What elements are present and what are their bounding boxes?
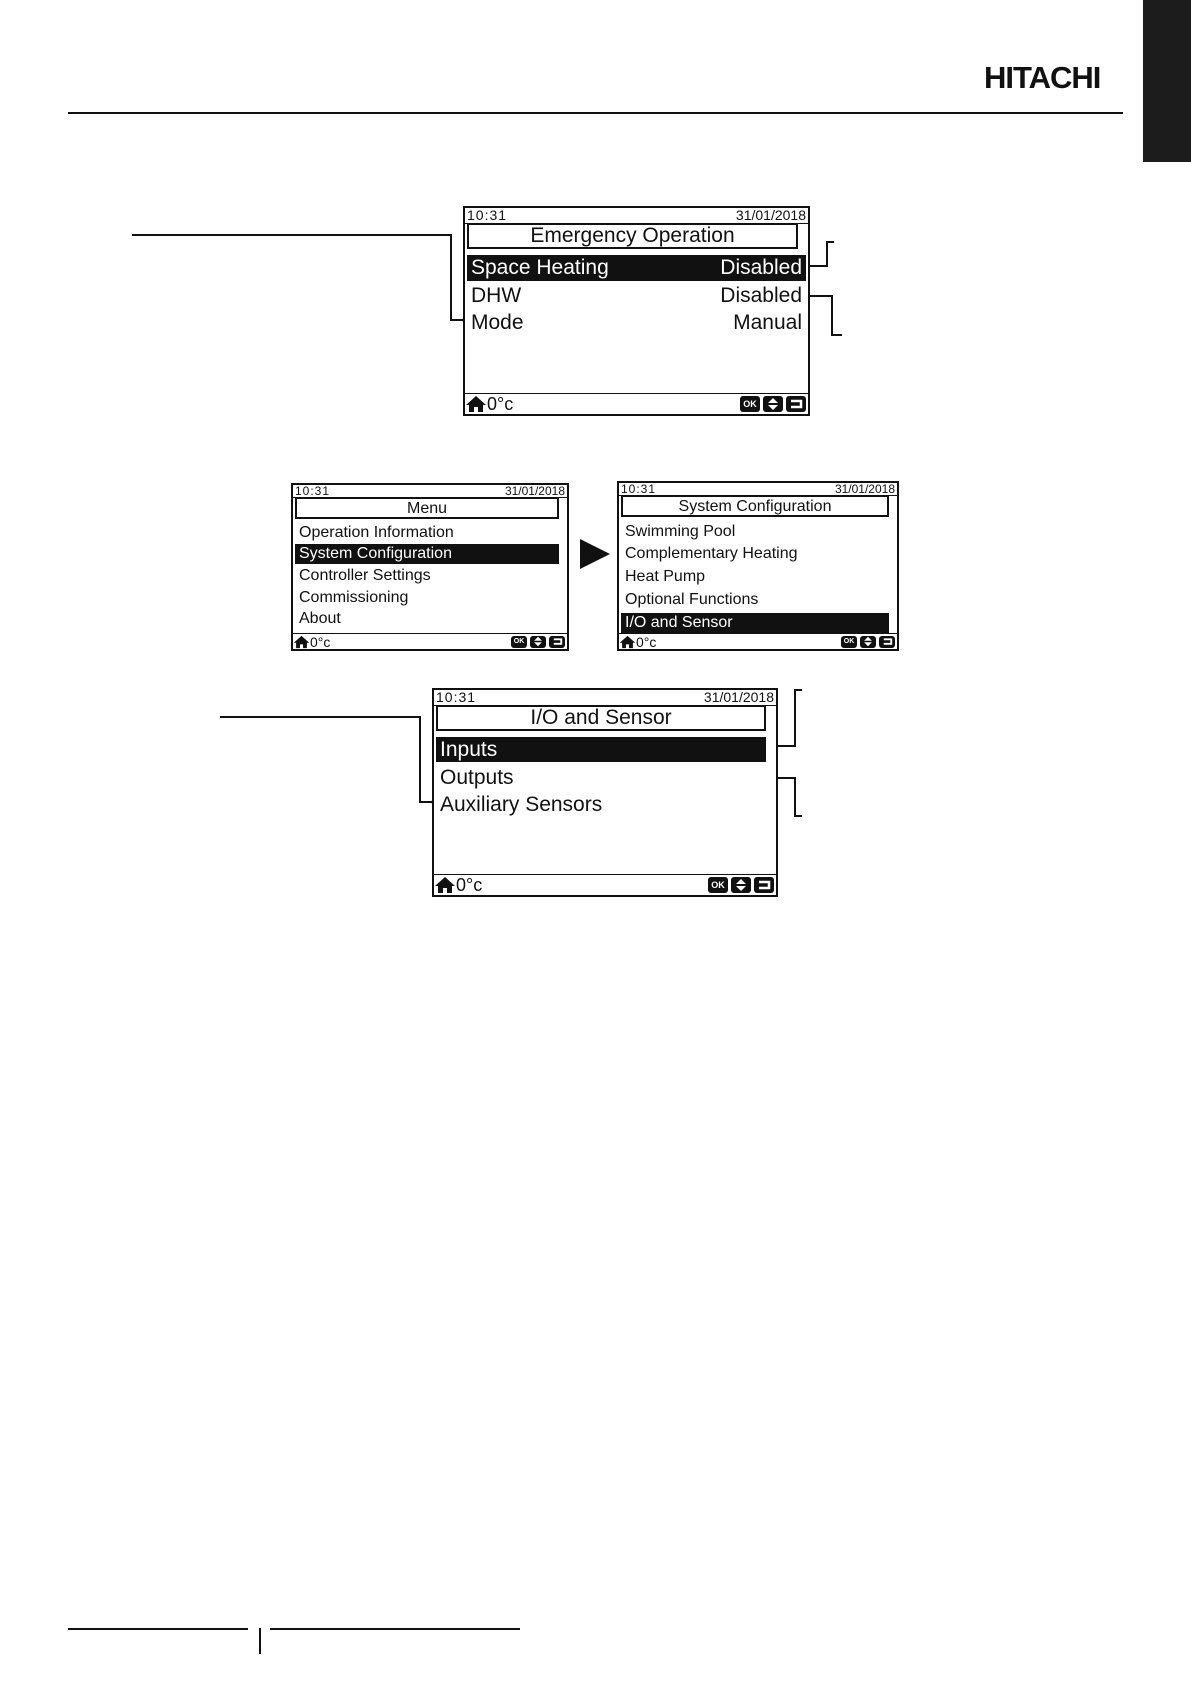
screen-title: Menu	[295, 497, 559, 519]
row-label: Mode	[471, 311, 524, 334]
row-auxiliary-sensors[interactable]: Auxiliary Sensors	[440, 793, 603, 816]
date: 31/01/2018	[834, 482, 895, 496]
home-icon	[465, 395, 487, 413]
play-arrow-icon	[578, 537, 612, 571]
footer-divider	[259, 1628, 261, 1654]
menu-item[interactable]: System Configuration	[295, 544, 559, 564]
row-space-heating[interactable]	[467, 255, 806, 281]
menu-item[interactable]: Swimming Pool	[625, 523, 736, 540]
date: 31/01/2018	[735, 207, 806, 223]
ok-key[interactable]: OK	[708, 877, 728, 893]
ok-key[interactable]: OK	[841, 636, 857, 648]
ok-key[interactable]: OK	[511, 636, 527, 648]
date: 31/01/2018	[703, 689, 774, 705]
clock: 10:31	[436, 689, 477, 705]
footer-rule-left	[68, 1628, 248, 1630]
back-icon[interactable]	[879, 636, 895, 648]
temperature: 0°c	[456, 874, 483, 895]
row-outputs[interactable]: Outputs	[440, 766, 514, 789]
callout-mode	[132, 235, 466, 320]
row-value: Manual	[733, 311, 802, 334]
screen-title: I/O and Sensor	[436, 705, 766, 731]
lcd-io-and-sensor	[432, 688, 778, 897]
footer-rule-right	[270, 1628, 520, 1630]
menu-item[interactable]: Complementary Heating	[625, 545, 798, 562]
clock: 10:31	[467, 207, 508, 223]
menu-item[interactable]: Optional Functions	[625, 591, 759, 608]
screen-title: Emergency Operation	[467, 223, 798, 249]
menu-item[interactable]: I/O and Sensor	[621, 613, 889, 633]
lcd-footer	[434, 874, 776, 895]
menu-item[interactable]: Controller Settings	[299, 567, 431, 584]
lcd-footer	[465, 393, 808, 414]
updown-icon[interactable]	[530, 636, 546, 648]
clock: 10:31	[295, 484, 331, 498]
temperature: 0°c	[487, 393, 514, 414]
home-icon	[293, 635, 310, 649]
home-icon	[434, 876, 456, 894]
lcd-footer	[293, 633, 567, 649]
date: 31/01/2018	[504, 484, 565, 498]
menu-item[interactable]: Commissioning	[299, 589, 409, 606]
lcd-system-configuration	[617, 481, 899, 651]
updown-icon[interactable]	[860, 636, 876, 648]
row-value: Disabled	[720, 284, 802, 307]
updown-icon[interactable]	[731, 877, 751, 893]
temperature: 0°c	[310, 633, 331, 650]
row-dhw[interactable]	[467, 283, 806, 309]
screen-title: System Configuration	[621, 495, 889, 517]
menu-item[interactable]: Heat Pump	[625, 568, 706, 585]
lcd-footer	[619, 633, 897, 649]
row-label: DHW	[471, 284, 522, 307]
row-value: Disabled	[720, 256, 802, 279]
back-icon[interactable]	[549, 636, 565, 648]
menu-item[interactable]: About	[299, 610, 341, 627]
back-icon[interactable]	[786, 396, 806, 412]
callout-auxiliary	[220, 717, 435, 802]
temperature: 0°c	[636, 633, 657, 650]
row-label: Space Heating	[471, 256, 609, 279]
hitachi-logo: HITACHI	[984, 60, 1101, 95]
menu-item[interactable]: Operation Information	[299, 524, 454, 541]
lcd-menu	[291, 483, 569, 651]
row-mode[interactable]	[467, 310, 806, 336]
back-icon[interactable]	[754, 877, 774, 893]
row-inputs[interactable]: Inputs	[436, 737, 766, 762]
ok-key[interactable]: OK	[740, 396, 760, 412]
clock: 10:31	[621, 482, 657, 496]
lcd-emergency-operation	[463, 206, 810, 416]
home-icon	[619, 635, 636, 649]
updown-icon[interactable]	[763, 396, 783, 412]
